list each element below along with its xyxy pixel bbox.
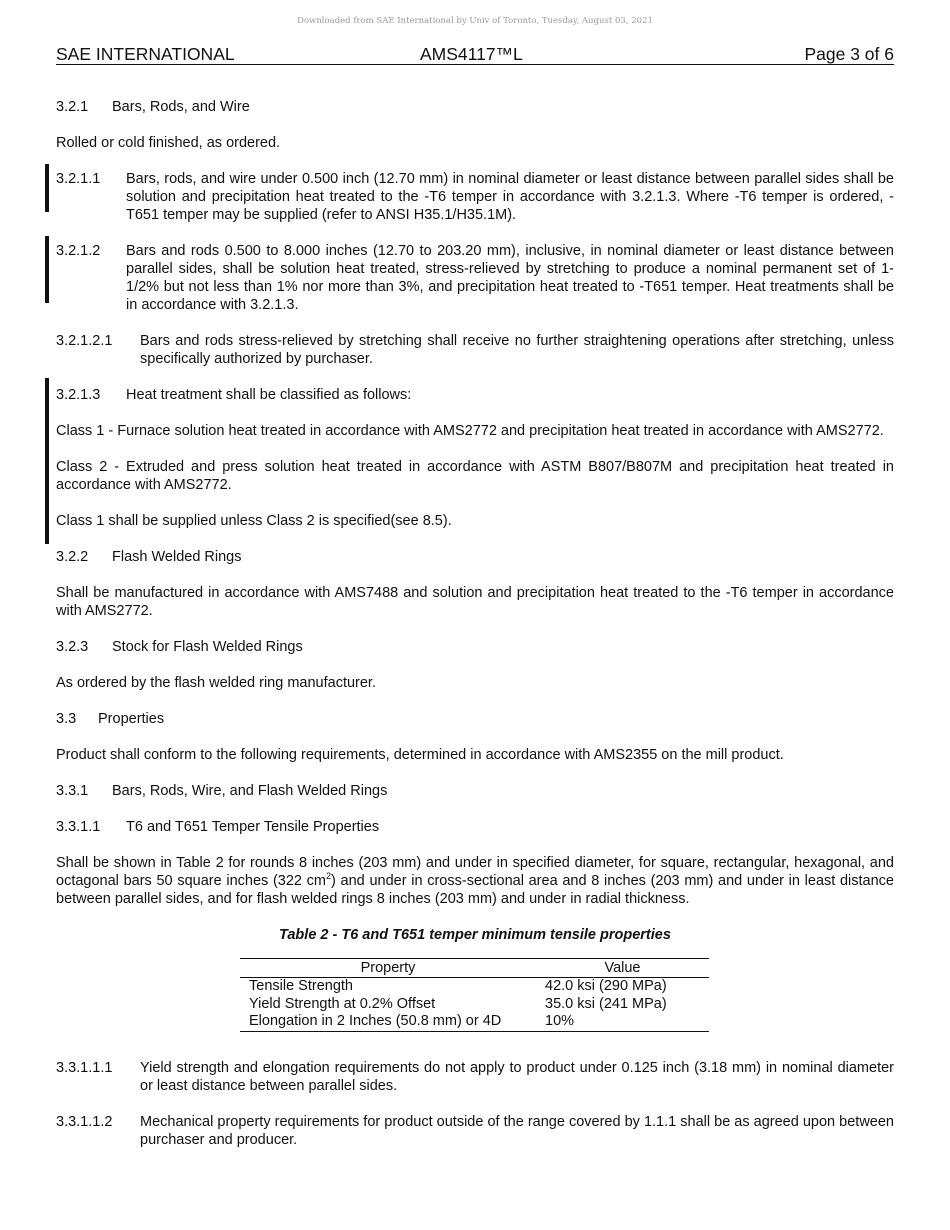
section-number: 3.2.1.2.1	[56, 333, 113, 349]
text-part-a: Shall be shown in Table 2 for rounds 8 inches (203 mm) and under in specified diameter, for square, rectangular, hexagonal, and octagonal bars 50 square inches (322 cm	[56, 855, 894, 889]
section-text: Yield strength and elongation requirements do not apply to product under 0.125 inch (3.18 mm) in nominal diameter or least distance between parallel sides.	[140, 1059, 894, 1094]
section-3-2-3-heading	[56, 638, 894, 656]
table-row	[240, 978, 709, 996]
download-watermark: Downloaded from SAE International by Univ of Toronto, Tuesday, August 03, 2021	[297, 16, 653, 26]
section-3-2-2-text: Shall be manufactured in accordance with AMS7488 and solution and precipitation heat treated to the -T6 temper in accordance with AMS2772.	[56, 585, 894, 619]
header-org: SAE INTERNATIONAL	[56, 44, 235, 64]
section-3-2-1-2	[56, 242, 894, 314]
tensile-properties-table	[240, 958, 709, 1032]
table-caption: Table 2 - T6 and T651 temper minimum tensile properties	[279, 927, 671, 943]
table-header-property: Property	[240, 959, 536, 978]
section-title: T6 and T651 Temper Tensile Properties	[126, 819, 380, 835]
table-cell-value: 35.0 ksi (241 MPa)	[545, 995, 667, 1012]
section-3-3-1-heading	[56, 782, 894, 800]
section-3-2-1-3	[56, 386, 894, 530]
section-number: 3.2.1.1	[56, 171, 101, 187]
change-bar	[45, 378, 49, 544]
table-cell-property: Tensile Strength	[249, 978, 353, 994]
section-3-2-3-text: As ordered by the flash welded ring manufacturer.	[56, 675, 376, 691]
class-2-text: Class 2 - Extruded and press solution heat treated in accordance with ASTM B807/B807M and precipitation heat treated in accordance with AMS2772.	[56, 459, 894, 493]
change-bar	[45, 164, 49, 212]
class-default-text: Class 1 shall be supplied unless Class 2 is specified(see 8.5).	[56, 513, 452, 529]
section-text: Bars and rods stress-relieved by stretching shall receive no further straightening operations after stretching, unless specifically authorized by purchaser.	[140, 333, 894, 367]
header-page-number: Page 3 of 6	[804, 44, 894, 64]
table-cell-property: Yield Strength at 0.2% Offset	[249, 995, 436, 1012]
table-row	[240, 1013, 709, 1031]
table-header-row	[240, 959, 709, 978]
section-3-3-1-1-heading	[56, 818, 894, 836]
table-cell-property: Elongation in 2 Inches (50.8 mm) or 4D	[240, 1013, 536, 1031]
table-cell-value: 10%	[536, 1013, 709, 1031]
table-cell-value: 42.0 ksi (290 MPa)	[545, 978, 667, 994]
section-number: 3.3.1.1.2	[56, 1113, 113, 1130]
section-number: 3.2.1.3	[56, 387, 101, 403]
section-number: 3.3.1.1	[56, 819, 101, 835]
section-text: Mechanical property requirements for product outside of the range covered by 1.1.1 shall be as agreed upon between purchaser and producer.	[140, 1113, 894, 1148]
document-body	[56, 98, 894, 1167]
section-3-2-1-3-heading	[56, 386, 894, 404]
section-text: Bars and rods 0.500 to 8.000 inches (12.70 to 203.20 mm), inclusive, in nominal diameter or least distance between parallel sides, shall be solution heat treated, stress-relieved by stretching to produce a nominal permanent set of 1-1/2% but not less than 1% nor more than 3%, and precipitation heat treated to -T651 temper. Heat treatments shall be in accordance with 3.2.1.3.	[126, 243, 894, 313]
section-title: Bars, Rods, and Wire	[112, 99, 250, 115]
section-title: Stock for Flash Welded Rings	[112, 639, 303, 655]
section-number: 3.3.1	[56, 783, 89, 799]
section-3-2-2-heading	[56, 548, 894, 566]
section-number: 3.3	[56, 711, 77, 727]
section-3-2-1-heading	[56, 98, 894, 116]
header-doc-number: AMS4117™L	[420, 44, 523, 64]
section-3-2-1-2-1	[56, 332, 894, 368]
section-number: 3.2.1.2	[56, 243, 101, 259]
section-title: Flash Welded Rings	[112, 549, 242, 565]
section-number: 3.2.3	[56, 639, 89, 655]
section-number: 3.3.1.1.1	[56, 1059, 113, 1076]
section-title: Bars, Rods, Wire, and Flash Welded Rings	[112, 783, 388, 799]
section-number: 3.2.2	[56, 549, 89, 565]
class-1-text: Class 1 - Furnace solution heat treated in accordance with AMS2772 and precipitation heat treated in accordance with AMS2772.	[56, 423, 884, 439]
change-bar	[45, 236, 49, 303]
section-number: 3.2.1	[56, 99, 89, 115]
table-row	[240, 996, 709, 1014]
section-3-2-1-1	[56, 170, 894, 224]
page-header	[56, 44, 894, 65]
section-3-3-1-1-text	[56, 854, 894, 908]
section-3-3-heading	[56, 710, 894, 728]
text-part-b: ) and under in cross-sectional area and 8 inches (203 mm) and under in least distance between parallel sides, and for flash welded rings 8 inches (203 mm) and under in radial thickness.	[56, 873, 894, 907]
table-header-value: Value	[536, 959, 709, 978]
superscript: 2	[326, 871, 332, 882]
section-3-3-1-1-2	[56, 1113, 894, 1149]
section-3-3-text: Product shall conform to the following requirements, determined in accordance with AMS2355 on the mill product.	[56, 747, 784, 763]
section-text: Bars, rods, and wire under 0.500 inch (12.70 mm) in nominal diameter or least distance between parallel sides shall be solution and precipitation heat treated to the -T6 temper in accordance with 3.2.1.3. Where -T6 temper is ordered, -T651 temper may be supplied (refer to ANSI H35.1/H35.1M).	[126, 171, 894, 223]
section-3-2-1-text: Rolled or cold finished, as ordered.	[56, 135, 281, 151]
section-title: Heat treatment shall be classified as follows:	[126, 387, 412, 403]
section-3-3-1-1-1	[56, 1059, 894, 1095]
section-title: Properties	[98, 711, 165, 727]
